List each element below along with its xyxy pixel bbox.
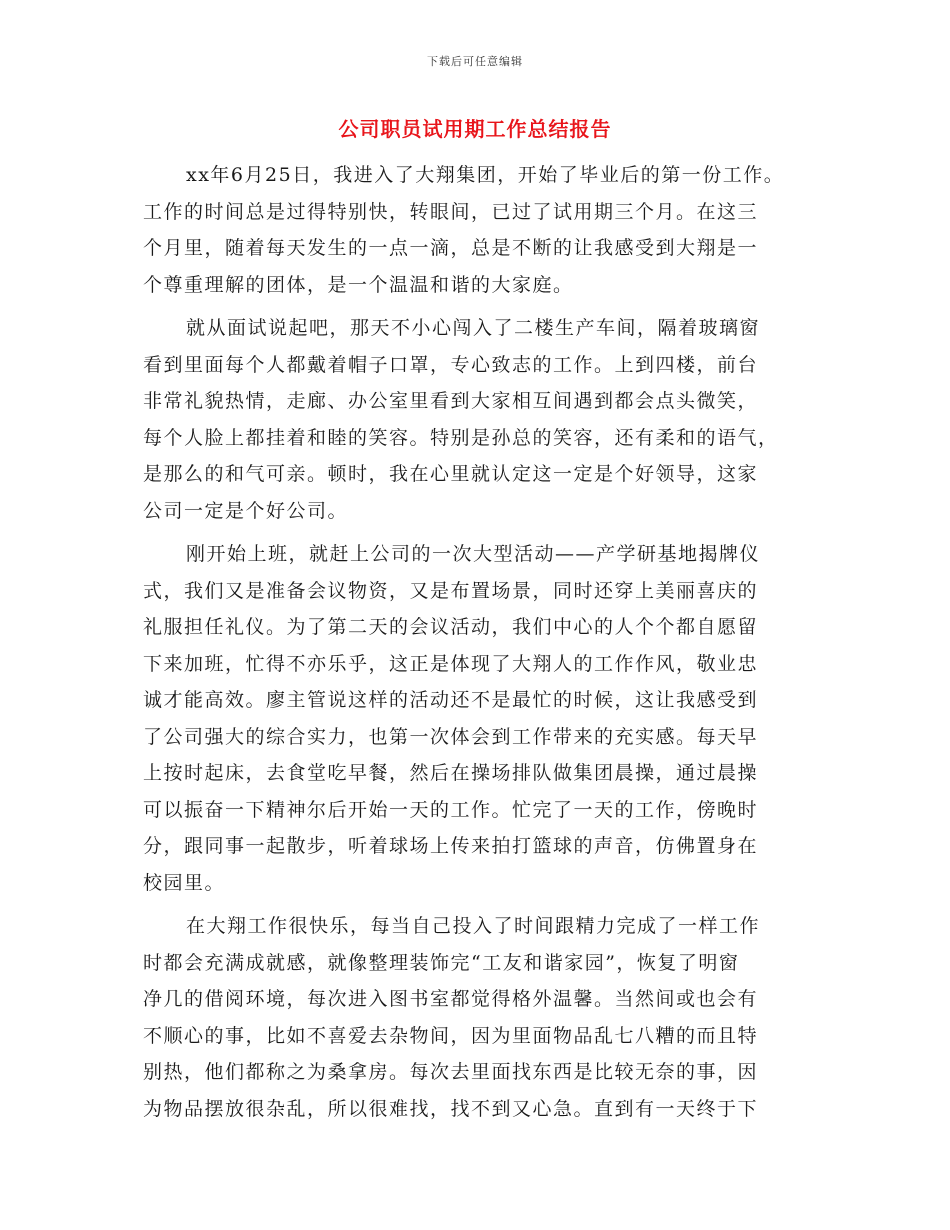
paragraph-line: 在大翔工作很快乐，每当自己投入了时间跟精力完成了一样工作 xyxy=(186,915,761,937)
paragraph-line: 是那么的和气可亲。顿时，我在心里就认定这一定是个好领导，这家 xyxy=(143,463,759,485)
paragraph-line: 个月里，随着每天发生的一点一滴，总是不断的让我感受到大翔是一 xyxy=(143,237,759,259)
paragraph-line: 礼服担任礼仪。为了第二天的会议活动，我们中心的人个个都自愿留 xyxy=(143,616,759,638)
paragraph-line: 工作的时间总是过得特别快，转眼间，已过了试用期三个月。在这三 xyxy=(143,200,759,223)
paragraph-line: 刚开始上班，就赶上公司的一次大型活动——产学研基地揭牌仪 xyxy=(186,543,761,565)
paragraph-line: 时都会充满成就感，就像整理装饰完“工友和谐家园”，恢复了明窗 xyxy=(143,951,740,974)
header-note: 下载后可任意编辑 xyxy=(427,55,523,68)
paragraph-line: 别热，他们都称之为桑拿房。每次去里面找东西是比较无奈的事，因 xyxy=(143,1061,759,1083)
document-body xyxy=(143,157,823,1127)
paragraph-line: 不顺心的事，比如不喜爱去杂物间，因为里面物品乱七八糟的而且特 xyxy=(143,1024,759,1047)
paragraph-line: 看到里面每个人都戴着帽子口罩，专心致志的工作。上到四楼，前台 xyxy=(143,353,759,376)
paragraph-line: 公司一定是个好公司。 xyxy=(143,499,349,522)
paragraph-line: 诚才能高效。廖主管说这样的活动还不是最忙的时候，这让我感受到 xyxy=(143,689,759,711)
paragraph-line: 净几的借阅环境，每次进入图书室都觉得格外温馨。当然间或也会有 xyxy=(143,988,759,1010)
paragraph-line: 非常礼貌热情，走廊、办公室里看到大家相互间遇到都会点头微笑， xyxy=(143,390,759,412)
paragraph-line: 个尊重理解的团体，是一个温温和谐的大家庭。 xyxy=(143,273,574,296)
paragraph-line: 就从面试说起吧，那天不小心闯入了二楼生产车间，隔着玻璃窗 xyxy=(186,317,761,339)
paragraph-line: 上按时起床，去食堂吃早餐，然后在操场排队做集团晨操，通过晨操 xyxy=(143,762,759,784)
paragraph-line: 分，跟同事一起散步，听着球场上传来拍打篮球的声音，仿佛置身在 xyxy=(143,835,759,857)
paragraph-line: 每个人脸上都挂着和睦的笑容。特别是孙总的笑容，还有柔和的语气， xyxy=(143,426,779,449)
paragraph-line: 可以振奋一下精神尔后开始一天的工作。忙完了一天的工作，傍晚时 xyxy=(143,798,759,821)
paragraph-line: 校园里。 xyxy=(143,871,226,894)
paragraph-line: 式，我们又是准备会议物资，又是布置场景，同时还穿上美丽喜庆的 xyxy=(143,579,759,602)
paragraph-line: 了公司强大的综合实力，也第一次体会到工作带来的充实感。每天早 xyxy=(143,725,759,748)
paragraph-line: 为物品摆放很杂乱，所以很难找，找不到又心急。直到有一天终于下 xyxy=(143,1097,759,1120)
paragraph-line: xx年6月25日，我进入了大翔集团，开始了毕业后的第一份工作。 xyxy=(186,164,785,186)
document-title: 公司职员试用期工作总结报告 xyxy=(338,117,612,141)
paragraph-line: 下来加班，忙得不亦乐乎，这正是体现了大翔人的工作作风，敬业忠 xyxy=(143,652,759,675)
